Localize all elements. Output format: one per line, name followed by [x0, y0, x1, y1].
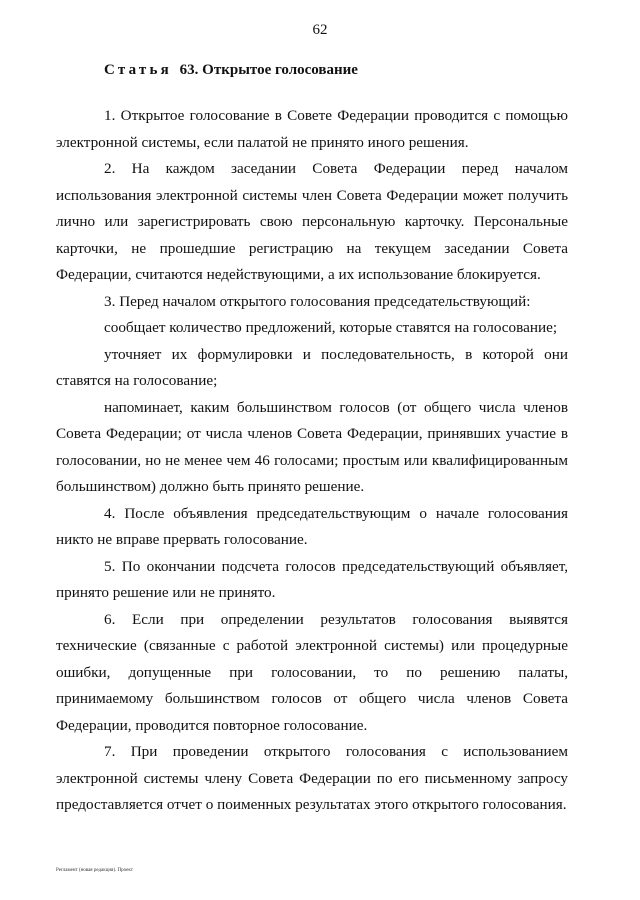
paragraph-3-item-1: сообщает количество предложений, которые ставятся на голосование;: [104, 319, 558, 336]
paragraph-5: 5. По окончании подсчета голосов председательствующий объявляет, принято решение или не принято.: [56, 557, 568, 601]
page-number: 62: [312, 22, 328, 38]
paragraph-1: 1. Открытое голосование в Совете Федерации проводится с помощью электронной системы, если палатой не принято иного решения.: [56, 107, 568, 151]
footer-note: Регламент (новая редакция). Проект: [56, 868, 133, 873]
article-label: Статья: [104, 62, 172, 78]
paragraph-3: 3. Перед началом открытого голосования председательствующий:: [104, 292, 531, 310]
article-title: Открытое голосование: [202, 62, 358, 78]
paragraph-2: 2. На каждом заседании Совета Федерации перед началом использования электронной системы член Совета Федерации может получить лично или зарегистрировать свою персональную карточку. Персональные карточки, не прошедшие регистрацию на текущем заседании Совета Федерации, считаются недействующими, а их использование блокируется.: [56, 160, 568, 283]
article-body: [56, 103, 568, 819]
paragraph-3-item-3: напоминает, каким большинством голосов (от общего числа членов Совета Федерации; от числа членов Совета Федерации, принявших участие в голосовании, но не менее чем 46 голосами; простым или квалифицированным большинством) должно быть принято решение.: [56, 398, 568, 495]
paragraph-6: 6. Если при определении результатов голосования выявятся технические (связанные с работой электронной системы) или процедурные ошибки, допущенные при голосовании, то по решению палаты, принимаемому большинством голосов от общего числа членов Совета Федерации, проводится повторное голосование.: [56, 610, 568, 734]
article-heading: [104, 62, 358, 79]
paragraph-4: 4. После объявления председательствующим о начале голосования никто не вправе прервать голосование.: [56, 504, 568, 548]
paragraph-7: 7. При проведении открытого голосования с использованием электронной системы члену Совета Федерации по его письменному запросу предоставляется отчет о поименных результатах этого открытого голосования.: [56, 743, 568, 813]
article-number: 63.: [179, 62, 199, 78]
paragraph-3-item-2: уточняет их формулировки и последовательность, в которой они ставятся на голосование;: [56, 345, 568, 389]
